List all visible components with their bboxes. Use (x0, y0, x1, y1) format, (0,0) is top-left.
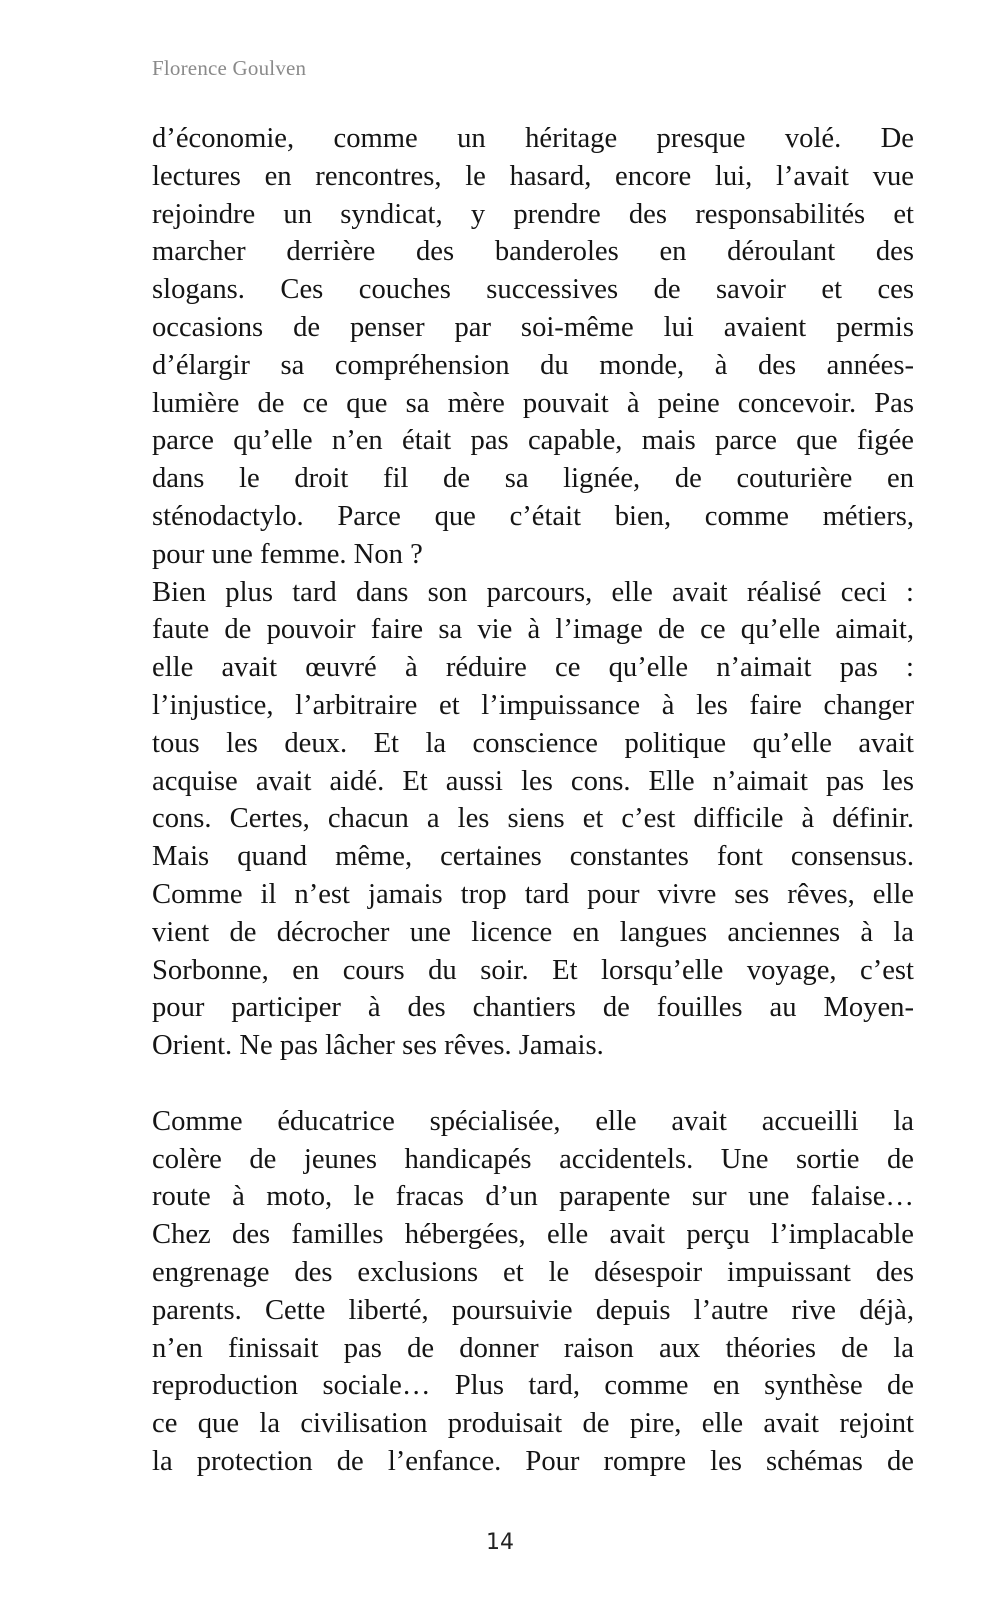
text-line: colère de jeunes handicapés accidentels. Une sortie de (152, 1143, 914, 1175)
text-line: parents. Cette liberté, poursuivie depuis l’autre rive déjà, (152, 1294, 914, 1326)
text-line: faute de pouvoir faire sa vie à l’image de ce qu’elle aimait, (152, 614, 914, 646)
text-line: d’économie, comme un héritage presque volé. De (152, 123, 914, 154)
text-line: Chez des familles hébergées, elle avait perçu l’implacable (152, 1219, 914, 1251)
running-header-author: Florence Goulven (152, 56, 307, 80)
text-line: pour participer à des chantiers de fouilles au Moyen- (152, 992, 914, 1024)
text-line: Sorbonne, en cours du soir. Et lorsqu’elle voyage, c’est (152, 954, 914, 986)
text-line: vient de décrocher une licence en langues anciennes à la (152, 916, 914, 948)
page-number: 14 (486, 1530, 514, 1555)
text-line: Orient. Ne pas lâcher ses rêves. Jamais. (152, 1030, 604, 1062)
text-line: acquise avait aidé. Et aussi les cons. Elle n’aimait pas les (152, 765, 914, 797)
text-line: engrenage des exclusions et le désespoir impuissant des (152, 1256, 914, 1288)
text-line: pour une femme. Non ? (152, 538, 423, 570)
text-line: cons. Certes, chacun a les siens et c’est difficile à définir. (152, 803, 914, 835)
text-line: Comme il n’est jamais trop tard pour vivre ses rêves, elle (152, 878, 914, 910)
text-line: elle avait œuvré à réduire ce qu’elle n’aimait pas : (152, 652, 914, 684)
text-line: n’en finissait pas de donner raison aux théories de la (152, 1332, 914, 1364)
paragraph-3 (152, 1103, 914, 1481)
text-line: occasions de penser par soi-même lui avaient permis (152, 311, 914, 343)
text-line: d’élargir sa compréhension du monde, à des années- (152, 349, 914, 381)
text-line: sténodactylo. Parce que c’était bien, comme métiers, (152, 500, 914, 532)
text-line: Bien plus tard dans son parcours, elle avait réalisé ceci : (152, 576, 914, 608)
text-line: lectures en rencontres, le hasard, encore lui, l’avait vue (152, 160, 914, 192)
body-text (152, 120, 914, 1481)
text-line: rejoindre un syndicat, y prendre des responsabilités et (152, 198, 914, 230)
text-line: tous les deux. Et la conscience politique qu’elle avait (152, 727, 914, 759)
paragraph-spacer (152, 1065, 914, 1103)
paragraph-1 (152, 120, 914, 574)
text-line: lumière de ce que sa mère pouvait à peine concevoir. Pas (152, 387, 914, 419)
text-line: parce qu’elle n’en était pas capable, mais parce que figée (152, 425, 914, 457)
text-line: reproduction sociale… Plus tard, comme en synthèse de (152, 1370, 914, 1402)
text-line: marcher derrière des banderoles en déroulant des (152, 236, 914, 268)
text-line: l’injustice, l’arbitraire et l’impuissance à les faire changer (152, 689, 914, 721)
text-line: ce que la civilisation produisait de pire, elle avait rejoint (152, 1408, 914, 1440)
paragraph-2 (152, 574, 914, 1065)
text-line: Mais quand même, certaines constantes font consensus. (152, 841, 914, 873)
text-line: route à moto, le fracas d’un parapente sur une falaise… (152, 1181, 914, 1213)
text-line: Comme éducatrice spécialisée, elle avait accueilli la (152, 1105, 914, 1137)
text-line: dans le droit fil de sa lignée, de couturière en (152, 463, 914, 495)
text-line: slogans. Ces couches successives de savoir et ces (152, 274, 914, 306)
text-line: la protection de l’enfance. Pour rompre les schémas de (152, 1445, 914, 1477)
